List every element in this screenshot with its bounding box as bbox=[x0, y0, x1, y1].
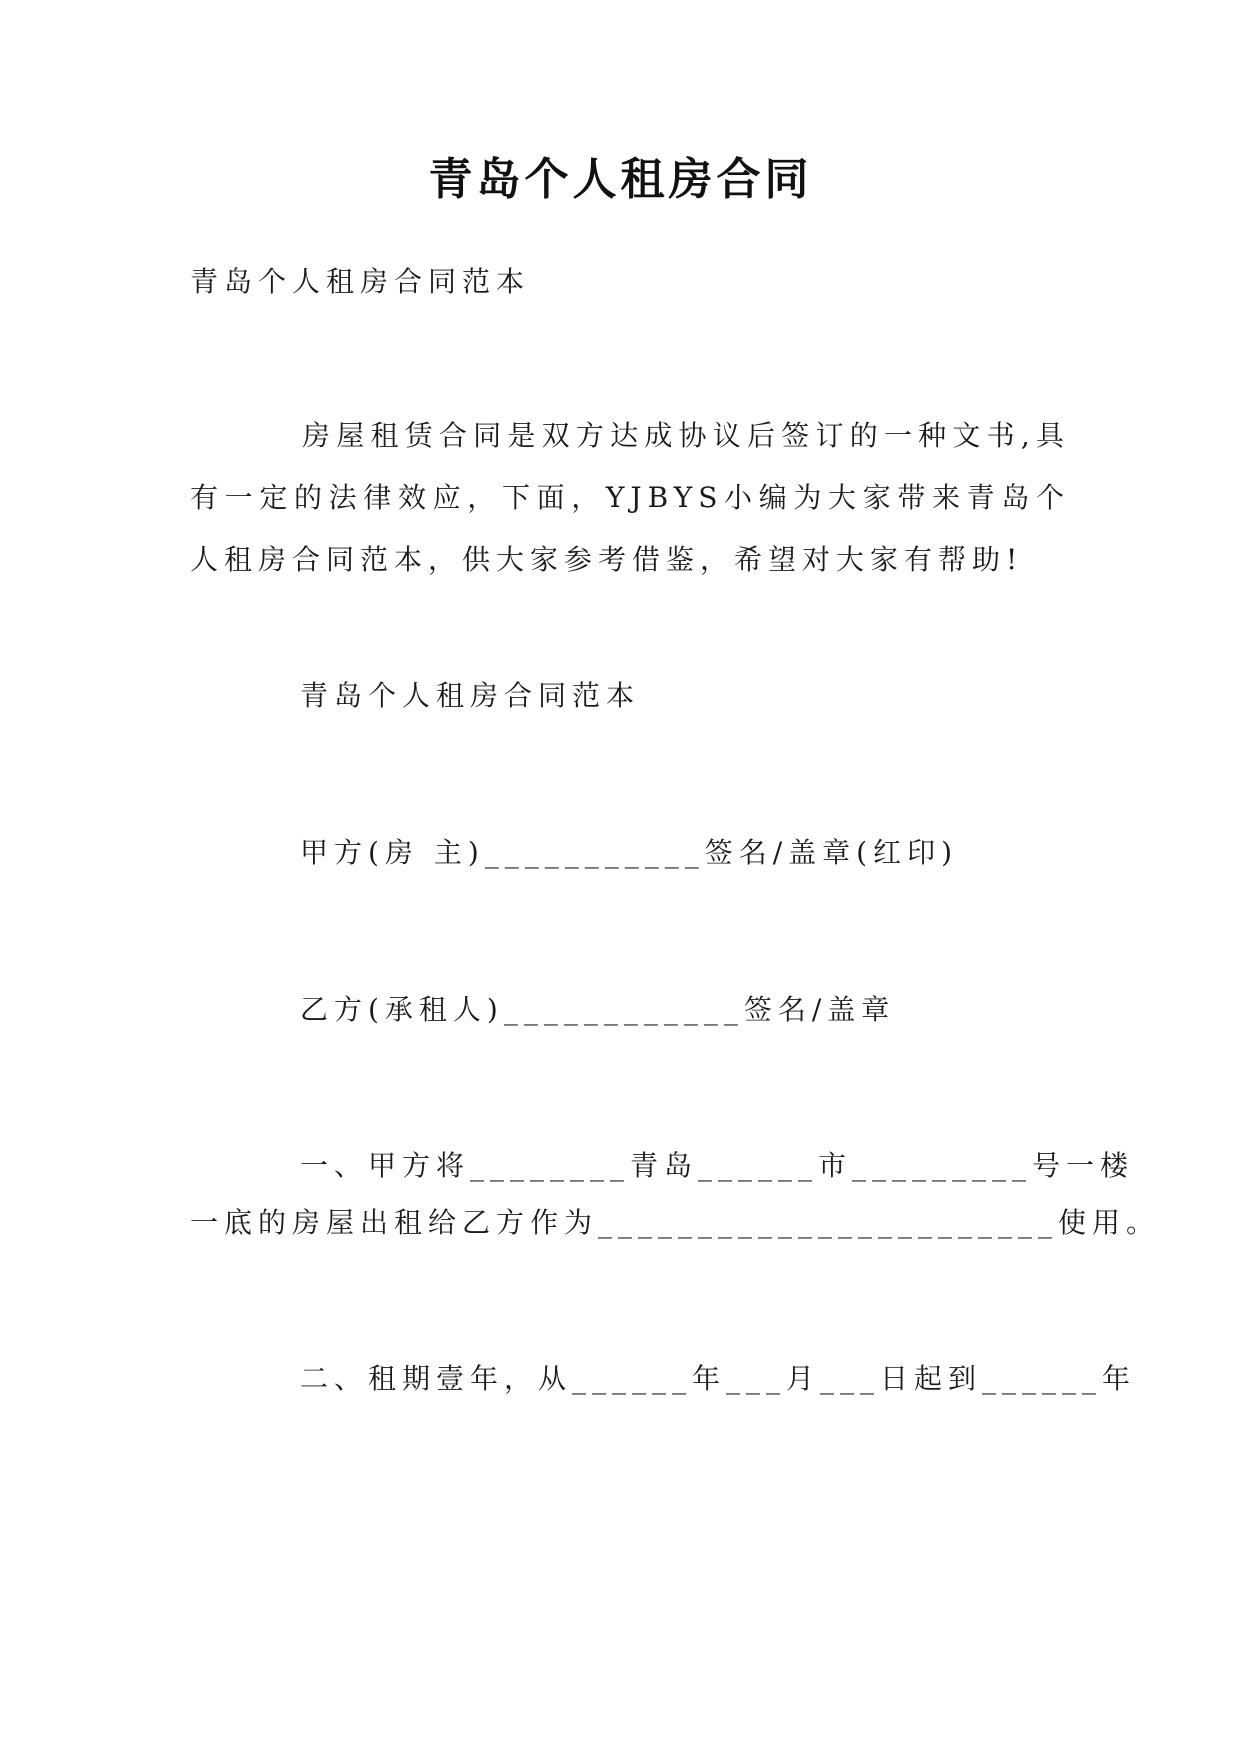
document-subtitle: 青岛个人租房合同范本 bbox=[190, 265, 531, 298]
document-title: 青岛个人租房合同 bbox=[428, 154, 813, 205]
party-a-line: 甲方(房 主)___________签名/盖章(红印) bbox=[300, 836, 959, 869]
clause-1-line-2: 一底的房屋出租给乙方作为_______________________使用。 bbox=[190, 1206, 1161, 1239]
clause-2-line-1: 二、租期壹年，从______年___月___日起到______年 bbox=[300, 1362, 1137, 1395]
intro-paragraph: 房屋租赁合同是双方达成协议后签订的一种文书,具有一定的法律效应，下面，YJBYS小编为大家带来青岛个人租房合同范本，供大家参考借鉴，希望对大家有帮助! bbox=[190, 419, 1070, 576]
section-heading: 青岛个人租房合同范本 bbox=[300, 679, 641, 712]
clause-1-line-1: 一、甲方将________青岛______市_________号一楼 bbox=[300, 1149, 1135, 1182]
party-b-line: 乙方(承租人)____________签名/盖章 bbox=[300, 993, 896, 1026]
